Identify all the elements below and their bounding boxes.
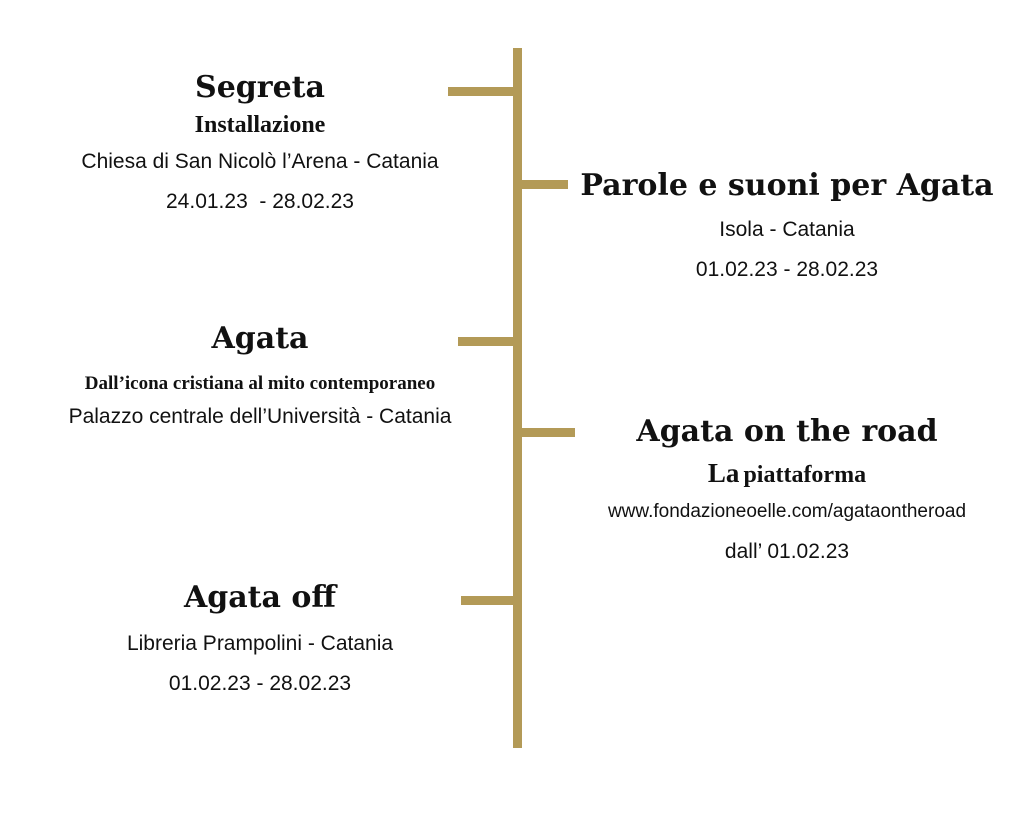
event-venue: Chiesa di San Nicolò l’Arena - Catania [81, 150, 439, 173]
event-title: Agata [211, 321, 309, 356]
event-url[interactable]: www.fondazioneoelle.com/agataontheroad [607, 501, 967, 522]
event-title: Parole e suoni per Agata [580, 168, 994, 203]
event-venue: Isola - Catania [719, 218, 855, 241]
event-dates: 01.02.23 - 28.02.23 [168, 672, 352, 695]
event-title: Agata off [183, 580, 337, 615]
timeline-event-parole-e-suoni [560, 168, 1014, 290]
event-subtitle-prefix: La [707, 458, 740, 488]
event-venue: Palazzo centrale dell’Università - Catania [68, 405, 452, 428]
timeline-event-agata-on-the-road [560, 414, 1014, 572]
event-title: Segreta [195, 70, 325, 105]
event-subtitle: Installazione [194, 112, 326, 138]
event-subtitle-rest: piattaforma [743, 462, 867, 488]
event-subtitle [560, 458, 1014, 490]
event-dates: dall’ 01.02.23 [724, 540, 850, 563]
event-dates: 24.01.23 - 28.02.23 [166, 190, 354, 213]
event-subtitle: Dall’icona cristiana al mito contemporaneo [84, 373, 436, 394]
event-venue: Libreria Prampolini - Catania [126, 632, 394, 655]
timeline-event-agata-off [40, 580, 480, 704]
event-title: Agata on the road [636, 414, 938, 449]
timeline-event-segreta [40, 70, 480, 222]
timeline-event-agata [20, 321, 500, 437]
event-dates: 01.02.23 - 28.02.23 [695, 258, 879, 281]
timeline-axis [513, 48, 522, 748]
